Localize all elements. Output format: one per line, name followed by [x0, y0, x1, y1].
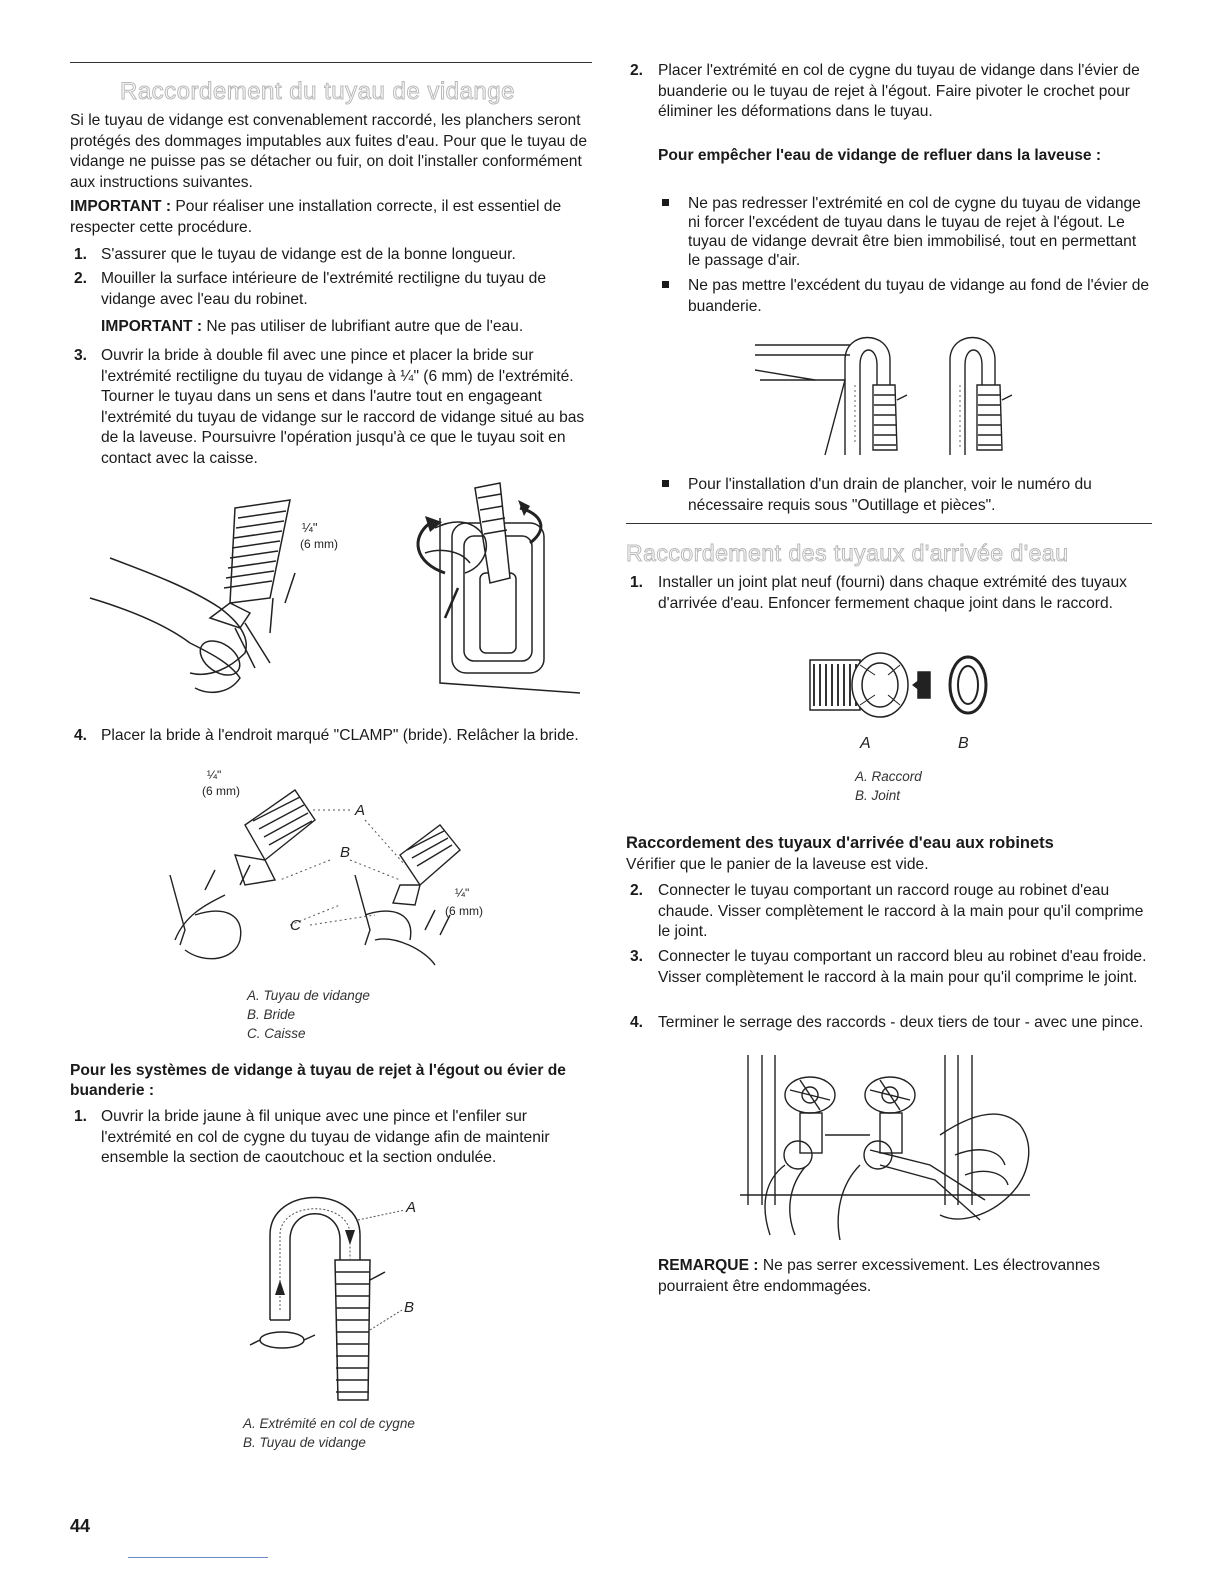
fig5-label-a: A — [860, 735, 871, 752]
step-text: Placer la bride à l'endroit marqué "CLAMP" (bride). Relâcher la bride. — [101, 727, 579, 744]
fig2-measure-quarter-2: ¼" — [455, 886, 470, 900]
bullet-text: Ne pas mettre l'excédent du tuyau de vidange au fond de l'évier de buanderie. — [688, 277, 1150, 315]
section-rule-right — [626, 523, 1152, 524]
subsection-heading-faucets: Raccordement des tuyaux d'arrivée d'eau aux robinets — [626, 834, 1054, 852]
fig2-caption-a: A. Tuyau de vidange — [247, 988, 370, 1003]
subsection-heading-standpipe: Pour les systèmes de vidange à tuyau de rejet à l'égout ou évier de buanderie : — [70, 1062, 566, 1099]
important-text: Pour réaliser une installation correcte, il est essentiel de respecter cette procédure. — [70, 198, 562, 236]
fig2-label-c: C — [290, 917, 301, 934]
figure-clamp-installation — [80, 478, 580, 710]
remark-text: Ne pas serrer excessivement. Les électrovannes pourraient être endommagées. — [658, 1257, 1100, 1295]
step-text: Ouvrir la bride jaune à fil unique avec une pince et l'enfiler sur l'extrémité en col de cygne du tuyau de vidange afin de maintenir ensemble la section de caoutchouc et la section ondulée. — [101, 1108, 550, 1166]
section-title-inlet-hoses: Raccordement des tuyaux d'arrivée d'eau — [626, 540, 1069, 566]
step-number: 3. — [630, 948, 644, 965]
important-note-1 — [70, 197, 592, 238]
figure-fitting-washer — [800, 650, 1000, 760]
fig3-label-b: B — [404, 1299, 415, 1316]
footer-rule — [128, 1557, 268, 1558]
faucet-intro: Vérifier que le panier de la laveuse est vide. — [626, 856, 929, 873]
fig2-caption-b: B. Bride — [247, 1007, 296, 1022]
fig2-caption-c: C. Caisse — [247, 1026, 306, 1041]
step-number: 1. — [630, 574, 644, 591]
fig5-label-b: B — [958, 735, 969, 752]
remark-note — [658, 1256, 1152, 1297]
fig5-caption-b: B. Joint — [855, 788, 901, 803]
figure-sink-standpipe — [755, 325, 1025, 465]
section-rule-left — [70, 62, 592, 63]
section-title-drain-hose: Raccordement du tuyau de vidange — [120, 78, 515, 105]
step-number: 4. — [630, 1014, 644, 1031]
important-label: IMPORTANT : — [101, 318, 203, 335]
step-text: Terminer le serrage des raccords - deux tiers de tour - avec une pince. — [658, 1014, 1144, 1031]
step-text: Ouvrir la bride à double fil avec une pince et placer la bride sur l'extrémité rectiligne du tuyau de vidange à ¼" (6 mm) de l'extrémité. Tourner le tuyau dans un sens et dans l'autre tout en engageant l'extrémité du tuyau de vidange sur le raccord de vidange situé au bas de la laveuse. Poursuivre l'opération jusqu'à ce que le tuyau soit en contact avec la caisse. — [101, 347, 585, 467]
bullet-text: Ne pas redresser l'extrémité en col de cygne du tuyau de vidange ni forcer l'excédent de tuyau dans le tuyau de rejet à l'égout. Le tuyau de vidange devrait être bien immobilisé, tout en permettant le passage d'air. — [688, 195, 1141, 269]
fig3-label-a: A — [406, 1199, 417, 1216]
step-text: Mouiller la surface intérieure de l'extrémité rectiligne du tuyau de vidange avec l'eau du robinet. — [101, 270, 547, 308]
fig1-measure-mm: (6 mm) — [300, 537, 338, 551]
step-number: 2. — [630, 62, 644, 79]
step-number: 4. — [74, 727, 88, 744]
important-note-2 — [101, 317, 593, 338]
step-number: 1. — [74, 246, 88, 263]
fig3-caption-a: A. Extrémité en col de cygne — [243, 1416, 415, 1431]
fig3-caption-b: B. Tuyau de vidange — [243, 1435, 366, 1450]
subsection-heading-backflow: Pour empêcher l'eau de vidange de refluer dans la laveuse : — [658, 147, 1102, 164]
important-text: Ne pas utiliser de lubrifiant autre que de l'eau. — [206, 318, 524, 335]
step-number: 2. — [74, 270, 88, 287]
page-number: 44 — [70, 1516, 91, 1536]
fig2-label-b: B — [340, 844, 351, 861]
fig5-caption-a: A. Raccord — [855, 769, 922, 784]
step-number: 1. — [74, 1108, 88, 1125]
step-text: Connecter le tuyau comportant un raccord rouge au robinet d'eau chaude. Visser complètement le raccord à la main pour qu'il comprime le joint. — [658, 882, 1144, 940]
intro-paragraph: Si le tuyau de vidange est convenablement raccordé, les planchers seront protégés des dommages imputables aux fuites d'eau. Pour que le tuyau de vidange ne puisse pas se détacher ou fuir, on doit l'installer conformément aux instructions suivantes. — [70, 112, 588, 191]
fig1-measure-quarter: ¼" — [302, 520, 318, 535]
step-text: S'assurer que le tuyau de vidange est de la bonne longueur. — [101, 246, 516, 263]
fig2-measure-quarter: ¼" — [207, 768, 222, 782]
fig2-measure-mm: (6 mm) — [202, 784, 240, 798]
fig2-label-a: A — [355, 802, 366, 819]
bullet-marker — [662, 281, 669, 288]
figure-clamp-position — [165, 765, 485, 975]
step-number: 2. — [630, 882, 644, 899]
remark-label: REMARQUE : — [658, 1257, 759, 1274]
step-number: 3. — [74, 347, 88, 364]
step-text: Installer un joint plat neuf (fourni) dans chaque extrémité des tuyaux d'arrivée d'eau. Enfoncer fermement chaque joint dans le raccord. — [658, 574, 1127, 612]
bullet-marker — [662, 480, 669, 487]
bullet-text: Pour l'installation d'un drain de plancher, voir le numéro du nécessaire requis sous "Outillage et pièces". — [688, 476, 1092, 514]
bullet-marker — [662, 199, 669, 206]
step-text: Placer l'extrémité en col de cygne du tuyau de vidange dans l'évier de buanderie ou le tuyau de rejet à l'égout. Faire pivoter le crochet pour éliminer les déformations dans le tuyau. — [658, 62, 1140, 120]
important-label: IMPORTANT : — [70, 198, 172, 215]
figure-faucets-pliers — [740, 1055, 1040, 1240]
figure-gooseneck-hose — [240, 1180, 440, 1405]
fig2-measure-mm-2: (6 mm) — [445, 904, 483, 918]
step-text: Connecter le tuyau comportant un raccord bleu au robinet d'eau froide. Visser complètement le raccord à la main pour qu'il comprime le joint. — [658, 948, 1147, 986]
